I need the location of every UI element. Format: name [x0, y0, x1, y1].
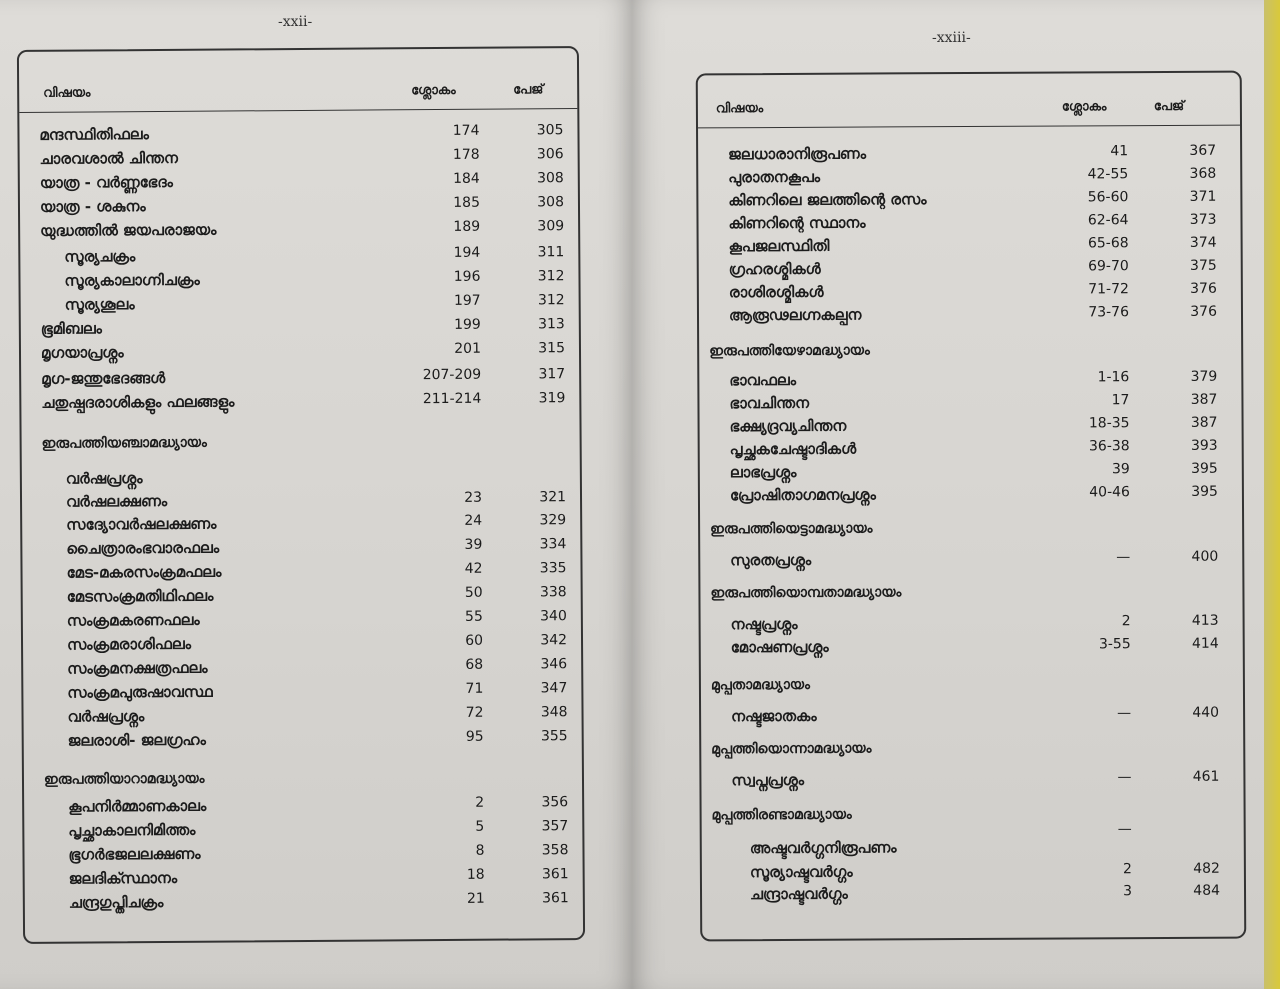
sloka-number: 178 [452, 146, 480, 163]
sloka-number: 185 [453, 194, 481, 211]
toc-row [700, 484, 1242, 511]
page-ref: 368 [1189, 165, 1217, 182]
table-header [19, 48, 577, 113]
page-ref: 313 [538, 316, 565, 333]
page-edge [1264, 0, 1280, 989]
page-ref: 312 [537, 268, 565, 285]
toc-row [21, 390, 579, 418]
topic-label: സ്വപ്നപ്രശ്നം [731, 770, 805, 790]
page-ref: 400 [1191, 548, 1219, 565]
topic-label: മേടസംക്രമതിഥിഫലം [66, 586, 214, 606]
chapter-heading [22, 432, 580, 460]
topic-label: ഭൂഗർഭജലലക്ഷണം [68, 844, 201, 864]
topic-label: പുരാതനകൂപം [728, 167, 821, 187]
sloka-number: 71-72 [1088, 281, 1129, 298]
sloka-number: 68 [465, 656, 484, 673]
page-ref: 319 [538, 390, 566, 407]
page-ref: 371 [1189, 188, 1217, 205]
page-ref: 414 [1191, 635, 1219, 652]
sloka-number: 73-76 [1088, 304, 1130, 321]
sloka-number: 17 [1111, 392, 1130, 409]
page-ref: 361 [541, 866, 569, 883]
topic-label: ചതുഷ്പദരാശികളും ഫലങ്ങളും [41, 392, 235, 412]
topic-label: ഗ്രഹരശ്മികൾ [728, 259, 821, 279]
left-page [0, 0, 632, 989]
sloka-number: 41 [1110, 143, 1129, 160]
topic-label: സംക്രമകരണഫലം [66, 610, 200, 630]
topic-label: മൃഗ-ജന്തുഭേദങ്ങൾ [41, 368, 166, 388]
topic-label: കിണറിന്റെ സ്ഥാനം [728, 213, 866, 233]
toc-row [25, 890, 583, 918]
sloka-number: 62-64 [1087, 212, 1129, 229]
sloka-number: 5 [475, 818, 485, 835]
sloka-number: 3 [1123, 883, 1133, 900]
topic-label: യാത്ര - ശകുനം [39, 197, 146, 216]
chapter-heading [700, 583, 1242, 610]
topic-label: മുപ്പത്തിയൊന്നാമദ്ധ്യായം [711, 740, 872, 758]
topic-label: പൃച്ഛാകാലനിമിത്തം [68, 820, 196, 840]
toc-row [20, 218, 578, 246]
sloka-number: 18-35 [1088, 415, 1130, 432]
page-ref: 393 [1190, 437, 1218, 454]
sloka-number: 189 [453, 218, 481, 235]
sloka-number: 40-46 [1089, 484, 1130, 501]
sloka-number: 60 [465, 632, 484, 649]
topic-label: പ്രോഷിതാഗമനപ്രശ്നം [729, 485, 876, 505]
topic-label: മുപ്പത്തിരണ്ടാമദ്ധ്യായം [711, 806, 852, 824]
sloka-number: 95 [465, 728, 484, 745]
topic-label: ഇരുപത്തിയെട്ടാമദ്ധ്യായം [710, 520, 873, 538]
topic-label: ചൈത്രാരംഭവാരഫലം [66, 538, 220, 558]
topic-label: ആരൂഢലഗ്നകല്പന [728, 305, 862, 325]
page-number: -xxiii- [932, 30, 971, 46]
topic-label: പൃച്ഛകചേഷ്ടാദികൾ [729, 439, 857, 459]
topic-label: സദ്യോവർഷലക്ഷണം [66, 514, 217, 534]
toc-row [702, 837, 1244, 864]
topic-label: ജലധാരാനിരൂപണം [728, 144, 867, 164]
header-page: പേജ് [1153, 98, 1185, 115]
page-ref: 461 [1192, 768, 1220, 785]
header-topic: വിഷയം [43, 85, 91, 101]
topic-label: സൂര്യാഷ്ടവർഗ്ഗം [749, 862, 853, 882]
page-ref: 357 [541, 818, 569, 835]
sloka-number: 184 [453, 170, 480, 187]
table-header [698, 73, 1240, 129]
page-number: -xxii- [278, 14, 313, 30]
topic-label: മുപ്പതാമദ്ധ്യായം [710, 676, 810, 694]
sloka-number: 71 [465, 680, 484, 697]
toc-row [701, 705, 1243, 732]
page-ref: 413 [1191, 612, 1219, 629]
topic-label: കിണറിലെ ജലത്തിന്റെ രസം [728, 190, 927, 210]
topic-label: സൂര്യകാലാഗ്നിചക്രം [64, 270, 200, 290]
sloka-number: 50 [464, 584, 483, 601]
page-ref: 335 [539, 560, 567, 577]
topic-label: അഷ്ടവർഗ്ഗനിരൂപണം [749, 838, 897, 858]
page-ref: 315 [538, 340, 566, 357]
sloka-number: 2 [1122, 861, 1132, 878]
page-ref: 387 [1190, 414, 1218, 431]
topic-label: നഷ്ടജാതകം [731, 706, 817, 726]
page-ref: 376 [1190, 303, 1218, 320]
chapter-heading [701, 739, 1243, 766]
page-ref: 312 [537, 292, 565, 309]
topic-label: ഇരുപത്തിയൊമ്പതാമദ്ധ്യായം [710, 584, 902, 602]
page-ref: 329 [539, 512, 567, 529]
sloka-number: 36-38 [1088, 438, 1130, 455]
toc-row [701, 769, 1243, 796]
page-ref: 379 [1190, 368, 1218, 385]
sloka-number: 8 [475, 842, 485, 859]
topic-label: ഇരുപത്തിയേഴാമദ്ധ്യായം [709, 342, 870, 360]
topic-label: ലാഭപ്രശ്നം [729, 462, 797, 482]
sloka-number: — [1117, 769, 1132, 786]
topic-label: മോഷണപ്രശ്നം [730, 637, 829, 657]
page-ref: 484 [1193, 882, 1221, 899]
topic-label: സംക്രമരാശിഫലം [66, 634, 192, 654]
topic-label: കൂപജലസ്ഥിതി [728, 236, 830, 256]
topic-label: നഷ്ടപ്രശ്നം [730, 614, 798, 634]
toc-row [702, 883, 1244, 910]
page-ref: 375 [1189, 257, 1217, 274]
page-ref: 387 [1190, 391, 1218, 408]
topic-label: ചന്ദ്രഗുപ്തിചക്രം [68, 892, 164, 912]
page-ref: 358 [541, 842, 569, 859]
page-ref: 347 [540, 680, 568, 697]
sloka-number: — [1116, 549, 1131, 566]
header-page: പേജ് [513, 82, 544, 98]
chapter-heading [24, 768, 582, 796]
sloka-number: 72 [465, 704, 484, 721]
sloka-number: 18 [466, 866, 485, 883]
page-ref: 306 [536, 146, 564, 163]
header-topic: വിഷയം [715, 101, 764, 117]
toc-row [699, 304, 1241, 331]
sloka-number: 211-214 [422, 390, 482, 408]
toc-row [701, 636, 1243, 663]
topic-label: മൃഗയാപ്രശ്നം [40, 343, 124, 362]
page-ref: 305 [536, 122, 564, 139]
sloka-number: 42 [464, 560, 483, 577]
topic-label: ഭാവഫലം [729, 370, 797, 390]
page-ref: 367 [1189, 142, 1217, 159]
sloka-number: 56-60 [1087, 189, 1129, 206]
toc-frame [17, 46, 585, 944]
sloka-number: 197 [453, 292, 481, 309]
toc-frame [696, 71, 1247, 942]
topic-label: സംക്രമപുരുഷാവസ്ഥ [67, 682, 213, 702]
chapter-heading [701, 675, 1243, 702]
right-page [632, 0, 1280, 989]
page-ref: 342 [540, 632, 568, 649]
sloka-number: 39 [464, 536, 483, 553]
sloka-number: 65-68 [1087, 235, 1129, 252]
sloka-number: 196 [453, 268, 481, 285]
page-ref: 355 [540, 728, 568, 745]
topic-label: ഇരുപത്തിയാറാമദ്ധ്യായം [43, 770, 205, 788]
topic-label: ഇരുപത്തിയഞ്ചാമദ്ധ്യായം [41, 434, 207, 452]
toc-row [21, 340, 579, 368]
sloka-number: 2 [1121, 613, 1131, 630]
topic-label: യാത്ര - വർണ്ണഭേദം [39, 172, 173, 192]
topic-label: ചാരവശാൽ ചിന്തന [39, 148, 178, 168]
page-ref: 334 [539, 536, 567, 553]
page-ref: 321 [539, 489, 567, 506]
topic-label: ഭാവചിന്തന [729, 393, 810, 413]
header-sloka: ശ്ലോകം [1061, 99, 1107, 115]
sloka-number: — [1117, 705, 1132, 722]
chapter-heading [699, 341, 1241, 368]
sloka-number: 2 [475, 794, 485, 811]
page-ref: 348 [540, 704, 568, 721]
topic-label: ജലദിക്സ്ഥാനം [68, 868, 178, 888]
sloka-number: 42-55 [1087, 166, 1129, 183]
page-ref: 395 [1191, 460, 1218, 477]
topic-label: സൂര്യചക്രം [64, 247, 136, 266]
sloka-number: 174 [452, 122, 480, 139]
page-ref: 395 [1191, 483, 1218, 500]
sloka-number: 201 [454, 340, 482, 357]
topic-label: മന്ദസ്ഥിതിഫലം [39, 125, 149, 144]
sloka-number: 207-209 [422, 366, 482, 384]
sloka-number: 55 [464, 608, 483, 625]
topic-label: രാശിരശ്മികൾ [728, 282, 824, 302]
topic-label: സംക്രമനക്ഷത്രഫലം [67, 658, 208, 678]
page-ref: 374 [1189, 234, 1217, 251]
sloka-number: 39 [1111, 461, 1130, 478]
topic-label: ഭക്ഷ്യദ്രവ്യചിന്തന [729, 416, 847, 436]
sloka-number: 1-16 [1097, 369, 1130, 386]
page-ref: 308 [537, 170, 564, 187]
sloka-number: 23 [464, 489, 483, 506]
sloka-number: 199 [454, 316, 481, 333]
header-sloka: ശ്ലോകം [411, 82, 456, 99]
topic-label: വർഷപ്രശ്നം [65, 469, 143, 488]
sloka-number: 21 [466, 890, 485, 907]
topic-label: വർഷപ്രശ്നം [67, 707, 145, 726]
topic-label: കൂപനിർമ്മാണകാലം [68, 796, 207, 816]
page-ref: 373 [1189, 211, 1217, 228]
page-ref: 317 [538, 366, 566, 383]
sloka-number: 24 [464, 512, 483, 529]
page-ref: 361 [542, 890, 569, 907]
topic-label: വർഷലക്ഷണം [65, 491, 168, 511]
sloka-number: — [1117, 821, 1132, 838]
topic-label: മേട-മകരസംക്രമഫലം [66, 562, 222, 582]
page-ref: 340 [540, 608, 567, 625]
page-ref: 356 [541, 794, 569, 811]
toc-row [700, 549, 1242, 576]
chapter-heading [700, 519, 1242, 546]
toc-row [24, 728, 582, 756]
page-ref: 346 [540, 656, 568, 673]
page-ref: 308 [537, 194, 565, 211]
sloka-number: 194 [453, 244, 481, 261]
topic-label: ഭൂമിബലം [40, 319, 103, 338]
page-ref: 311 [537, 244, 565, 261]
page-ref: 376 [1190, 280, 1217, 297]
topic-label: ചന്ദ്രാഷ്ടവർഗ്ഗം [749, 884, 848, 904]
page-ref: 309 [537, 218, 565, 235]
page-ref: 482 [1193, 860, 1220, 877]
sloka-number: 3-55 [1098, 636, 1131, 653]
page-ref: 440 [1192, 704, 1220, 721]
topic-label: സൂര്യശൂലം [64, 295, 135, 314]
sloka-number: 69-70 [1088, 258, 1129, 275]
topic-label: സുരതപ്രശ്നം [730, 550, 812, 570]
topic-label: ജലരാശി- ജലഗ്രഹം [67, 730, 206, 750]
page-ref: 338 [539, 584, 567, 601]
topic-label: യുദ്ധത്തിൽ ജയപരാജയം [40, 220, 217, 240]
